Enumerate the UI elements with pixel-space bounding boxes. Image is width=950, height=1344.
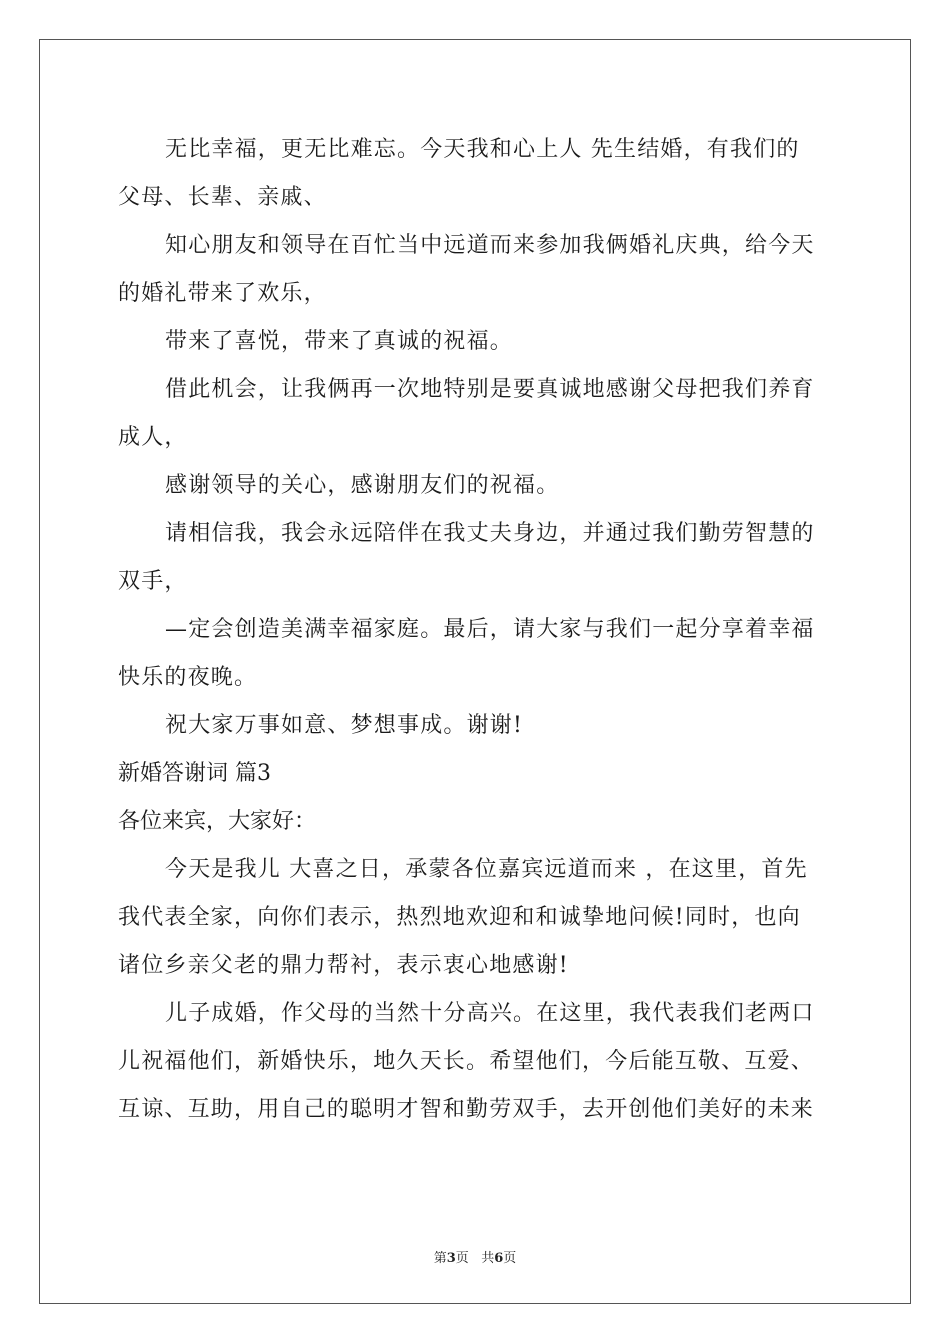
page-footer <box>0 1247 950 1266</box>
paragraph-line: 感谢领导的关心，感谢朋友们的祝福。 <box>165 473 560 498</box>
page-label-prefix: 第 <box>433 1251 447 1266</box>
total-label-prefix: 共 <box>481 1251 495 1266</box>
paragraph-line: 的婚礼带来了欢乐， <box>118 281 327 306</box>
paragraph-line: 借此机会，让我俩再一次地特别是要真诚地感谢父母把我们养育 <box>165 377 815 402</box>
paragraph-line: 快乐的夜晚。 <box>118 665 258 690</box>
total-label-suffix: 页 <box>503 1251 517 1266</box>
paragraph-line: 成人， <box>118 425 188 450</box>
paragraph-line: 诸位乡亲父老的鼎力帮衬，表示衷心地感谢! <box>118 953 569 978</box>
paragraph-line: 儿祝福他们，新婚快乐，地久天长。希望他们，今后能互敬、互爱、 <box>118 1049 815 1074</box>
paragraph-line: 请相信我，我会永远陪伴在我丈夫身边，并通过我们勤劳智慧的 <box>165 521 815 546</box>
page-number: 3 <box>446 1251 456 1266</box>
greeting: 各位来宾，大家好： <box>118 809 317 834</box>
paragraph-line: 今天是我儿 大喜之日，承蒙各位嘉宾远道而来 ，在这里，首先 <box>165 857 808 882</box>
paragraph-line: 知心朋友和领导在百忙当中远道而来参加我俩婚礼庆典，给今天 <box>165 233 815 258</box>
paragraph-line: 祝大家万事如意、梦想事成。谢谢! <box>165 713 524 738</box>
paragraph-line: —定会创造美满幸福家庭。最后，请大家与我们一起分享着幸福 <box>165 617 815 642</box>
document-body <box>118 126 834 1134</box>
paragraph-line: 双手， <box>118 569 188 594</box>
section-title: 新婚答谢词 篇3 <box>118 761 271 786</box>
paragraph-line: 互谅、互助，用自己的聪明才智和勤劳双手，去开创他们美好的未来 <box>118 1097 815 1122</box>
paragraph-line: 儿子成婚，作父母的当然十分高兴。在这里，我代表我们老两口 <box>165 1001 815 1026</box>
paragraph-line: 带来了喜悦，带来了真诚的祝福。 <box>165 329 514 354</box>
paragraph-line: 我代表全家，向你们表示，热烈地欢迎和和诚挚地问候!同时，也向 <box>118 905 801 930</box>
paragraph-line: 父母、长辈、亲戚、 <box>118 185 327 210</box>
paragraph-line: 无比幸福，更无比难忘。今天我和心上人 先生结婚，有我们的 <box>165 137 800 162</box>
total-pages: 6 <box>494 1251 504 1266</box>
page-label-suffix: 页 <box>455 1251 469 1266</box>
